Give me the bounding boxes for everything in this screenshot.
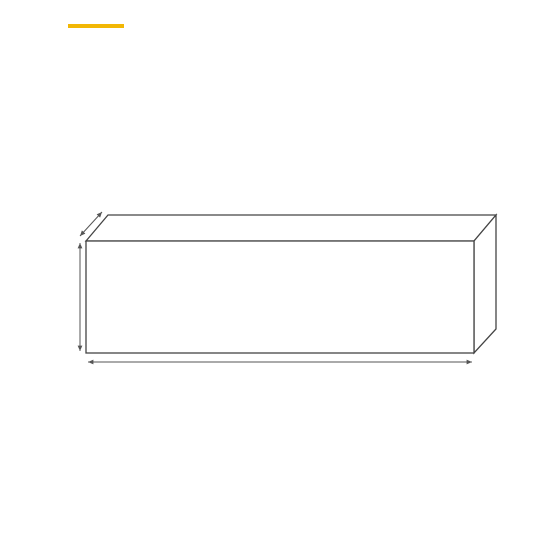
cabinet-top: [86, 215, 496, 241]
cabinet-front: [86, 241, 474, 353]
